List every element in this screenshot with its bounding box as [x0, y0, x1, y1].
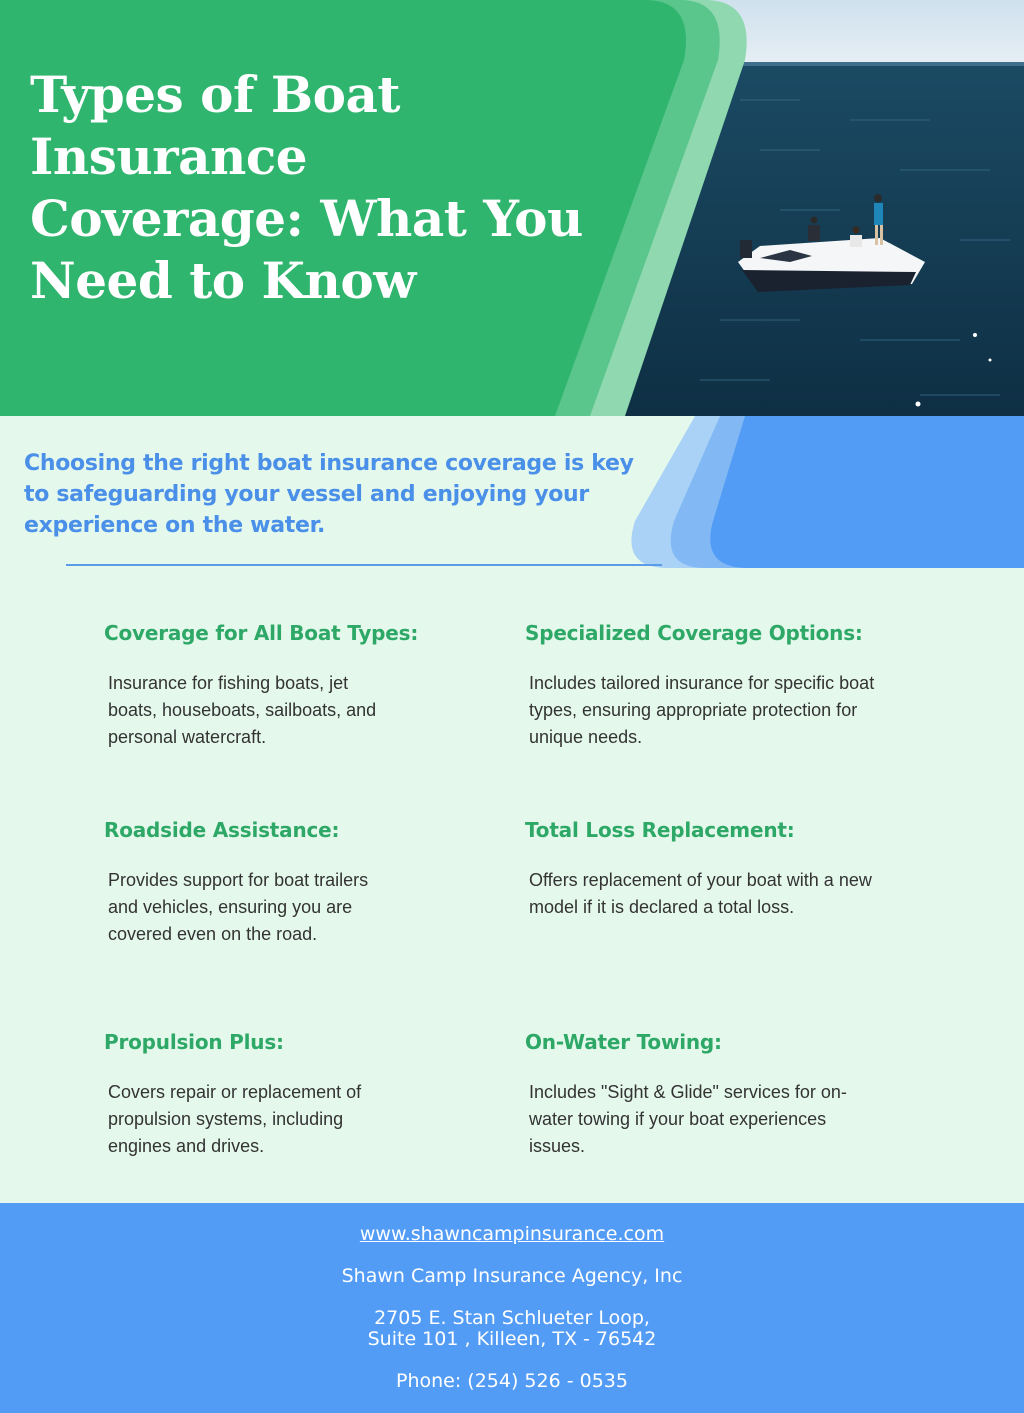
- website-link[interactable]: www.shawncampinsurance.com: [359, 1223, 665, 1245]
- coverage-body: Includes "Sight & Glide" services for on-water towing if your boat experiences issues.: [529, 1082, 847, 1156]
- coverage-heading: Roadside Assistance:: [104, 818, 340, 842]
- coverage-item-total-loss: [525, 817, 915, 921]
- coverage-heading: Specialized Coverage Options:: [525, 621, 863, 645]
- page-title: Types of Boat Insurance Coverage: What You Need to Know: [30, 65, 583, 310]
- coverage-heading: On-Water Towing:: [525, 1030, 722, 1054]
- coverage-body: Provides support for boat trailers and vehicles, ensuring you are covered even on the road.: [108, 870, 369, 944]
- coverage-body: Covers repair or replacement of propulsion systems, including engines and drives.: [108, 1082, 362, 1156]
- address-line-1: 2705 E. Stan Schlueter Loop,: [374, 1307, 650, 1329]
- coverage-item-roadside-assistance: [104, 817, 494, 948]
- agency-name: Shawn Camp Insurance Agency, Inc: [341, 1265, 683, 1287]
- hero-section: [0, 0, 1024, 416]
- coverage-body: Insurance for fishing boats, jet boats, houseboats, sailboats, and personal watercraft.: [108, 673, 377, 747]
- coverage-heading: Coverage for All Boat Types:: [104, 621, 419, 645]
- coverage-item-specialized-options: [525, 620, 915, 751]
- coverage-item-propulsion-plus: [104, 1029, 494, 1160]
- address-line-2: Suite 101 , Killeen, TX - 76542: [367, 1328, 657, 1350]
- coverage-body: Includes tailored insurance for specific boat types, ensuring appropriate protection for unique needs.: [529, 673, 875, 747]
- footer: [0, 1203, 1024, 1413]
- section-divider: [66, 564, 662, 566]
- coverage-body: Offers replacement of your boat with a new model if it is declared a total loss.: [529, 870, 872, 917]
- intro-text: Choosing the right boat insurance coverage is key to safeguarding your vessel and enjoying your experience on the water.: [24, 451, 634, 538]
- coverage-heading: Propulsion Plus:: [104, 1030, 284, 1054]
- coverage-item-all-boat-types: [104, 620, 494, 751]
- coverage-heading: Total Loss Replacement:: [525, 818, 795, 842]
- coverage-item-on-water-towing: [525, 1029, 915, 1160]
- phone-number: Phone: (254) 526 - 0535: [396, 1370, 628, 1392]
